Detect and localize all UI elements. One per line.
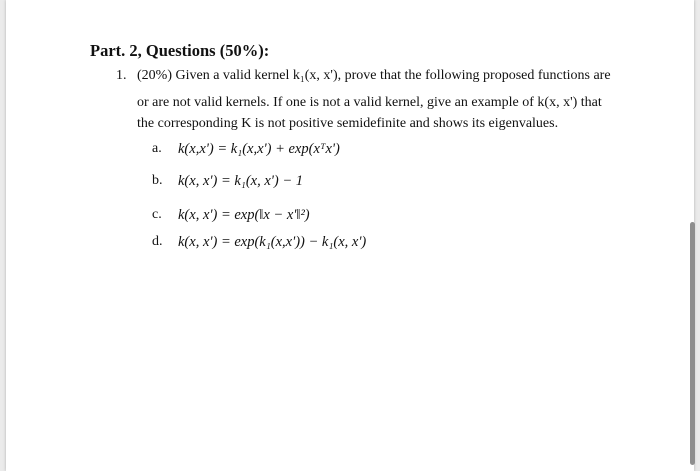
option-label-c: c. (152, 207, 162, 222)
document-page (6, 0, 694, 471)
option-formula-a: k(x,x') = k₁(x,x') + exp(xᵀx') (178, 141, 340, 157)
option-formula-c: k(x, x') = exp(‖x − x'‖²) (178, 207, 310, 223)
option-label-b: b. (152, 173, 163, 188)
option-label-a: a. (152, 141, 162, 156)
vertical-scrollbar[interactable] (690, 222, 695, 465)
option-formula-d: k(x, x') = exp(k₁(x,x')) − k₁(x, x') (178, 234, 367, 250)
option-label-d: d. (152, 234, 163, 249)
question-number: 1. (116, 68, 127, 83)
option-formula-b: k(x, x') = k₁(x, x') − 1 (178, 173, 303, 189)
question-text-line-1: (20%) Given a valid kernel k₁(x, x'), prove that the following proposed functions are (137, 68, 611, 83)
question-text-line-3: the corresponding K is not positive semidefinite and shows its eigenvalues. (137, 116, 559, 131)
section-heading: Part. 2, Questions (50%): (90, 41, 270, 60)
question-text-line-2: or are not valid kernels. If one is not a valid kernel, give an example of k(x, x') that (137, 95, 602, 110)
